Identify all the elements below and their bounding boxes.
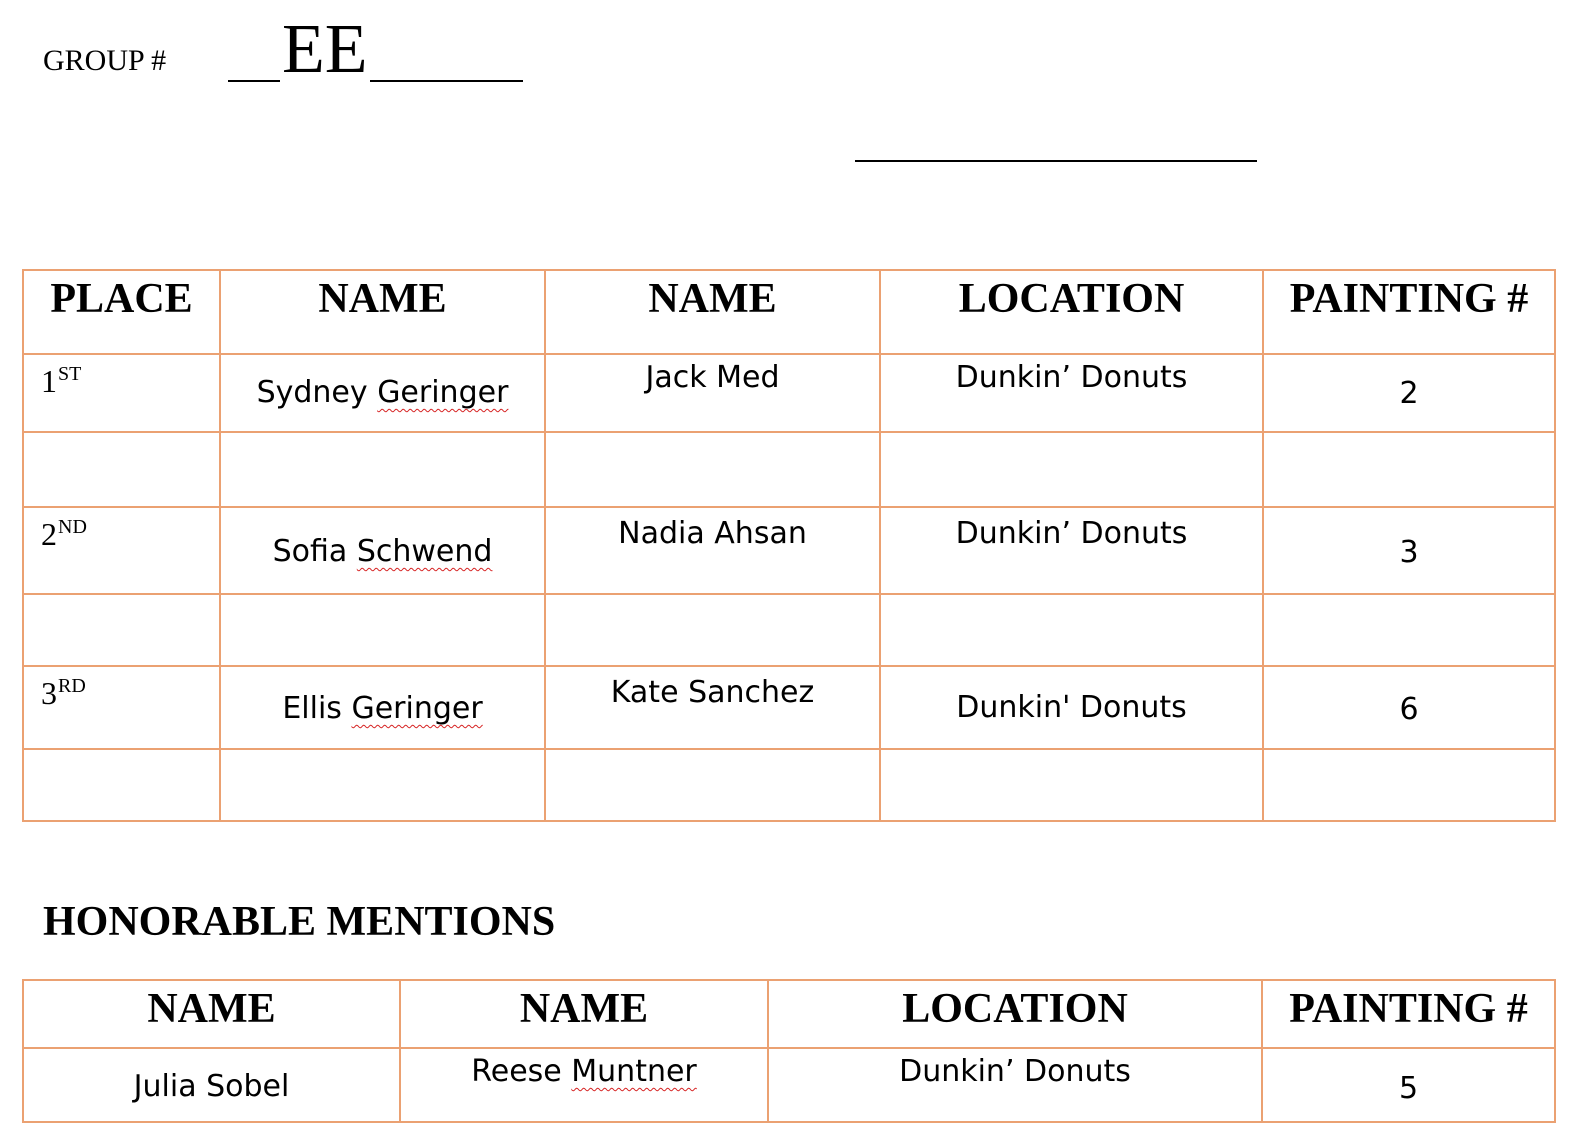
painting-number: 3 <box>1399 535 1419 570</box>
group-number-field <box>228 10 523 88</box>
name-cell <box>23 1048 400 1122</box>
location-cell <box>880 666 1263 749</box>
location-text: Dunkin' Donuts <box>956 690 1187 725</box>
location-cell <box>768 1048 1262 1122</box>
painting-number: 2 <box>1399 376 1419 411</box>
winners-table <box>22 269 1556 822</box>
group-number-value: EE <box>282 11 368 88</box>
header-painting-number: PAINTING # <box>1263 270 1555 354</box>
place-label: 2ND <box>41 516 87 552</box>
table-row-empty <box>23 594 1555 666</box>
painting-cell <box>1263 507 1555 594</box>
table-row-first-place <box>23 354 1555 432</box>
header-place: PLACE <box>23 270 220 354</box>
name-cell <box>545 666 880 749</box>
name-cell <box>545 507 880 594</box>
table-row-second-place <box>23 507 1555 594</box>
painting-cell <box>1262 1048 1555 1122</box>
location-text: Dunkin’ Donuts <box>955 516 1188 551</box>
group-number-label: GROUP # <box>43 44 167 77</box>
winner-name-2: Jack Med <box>645 360 780 395</box>
header-name-1: NAME <box>23 980 400 1048</box>
name-cell <box>220 666 545 749</box>
mention-name-2: Reese Muntner <box>471 1054 697 1089</box>
honorable-mentions-heading: HONORABLE MENTIONS <box>43 899 556 945</box>
painting-cell <box>1263 666 1555 749</box>
place-cell <box>23 666 220 749</box>
winner-name-2: Nadia Ahsan <box>618 516 807 551</box>
place-cell <box>23 354 220 432</box>
winner-name-1: Sydney Geringer <box>256 375 509 410</box>
location-text: Dunkin’ Donuts <box>899 1054 1131 1089</box>
table-row-empty <box>23 432 1555 507</box>
painting-cell <box>1263 354 1555 432</box>
header-name-2: NAME <box>400 980 768 1048</box>
winner-name-2: Kate Sanchez <box>610 675 815 710</box>
mention-name-1: Julia Sobel <box>133 1069 290 1104</box>
winner-name-1: Sofia Schwend <box>272 534 493 569</box>
location-cell <box>880 507 1263 594</box>
table-row-third-place <box>23 666 1555 749</box>
group-number-underline <box>228 80 523 82</box>
name-cell <box>220 507 545 594</box>
name-cell <box>400 1048 768 1122</box>
table-header-row <box>23 980 1555 1048</box>
place-label: 1ST <box>41 363 82 399</box>
table-row-empty <box>23 749 1555 821</box>
table-row <box>23 1048 1555 1122</box>
header-location: LOCATION <box>880 270 1263 354</box>
header-painting-number: PAINTING # <box>1262 980 1555 1048</box>
painting-number: 6 <box>1399 692 1419 727</box>
honorable-mentions-table <box>22 979 1556 1123</box>
location-text: Dunkin’ Donuts <box>955 360 1188 395</box>
blank-signature-line <box>855 160 1257 162</box>
place-cell <box>23 507 220 594</box>
place-label: 3RD <box>41 675 86 711</box>
name-cell <box>545 354 880 432</box>
painting-number: 5 <box>1398 1071 1419 1106</box>
name-cell <box>220 354 545 432</box>
header-name-1: NAME <box>220 270 545 354</box>
winner-name-1: Ellis Geringer <box>282 691 483 726</box>
table-header-row <box>23 270 1555 354</box>
header-location: LOCATION <box>768 980 1262 1048</box>
header-name-2: NAME <box>545 270 880 354</box>
location-cell <box>880 354 1263 432</box>
